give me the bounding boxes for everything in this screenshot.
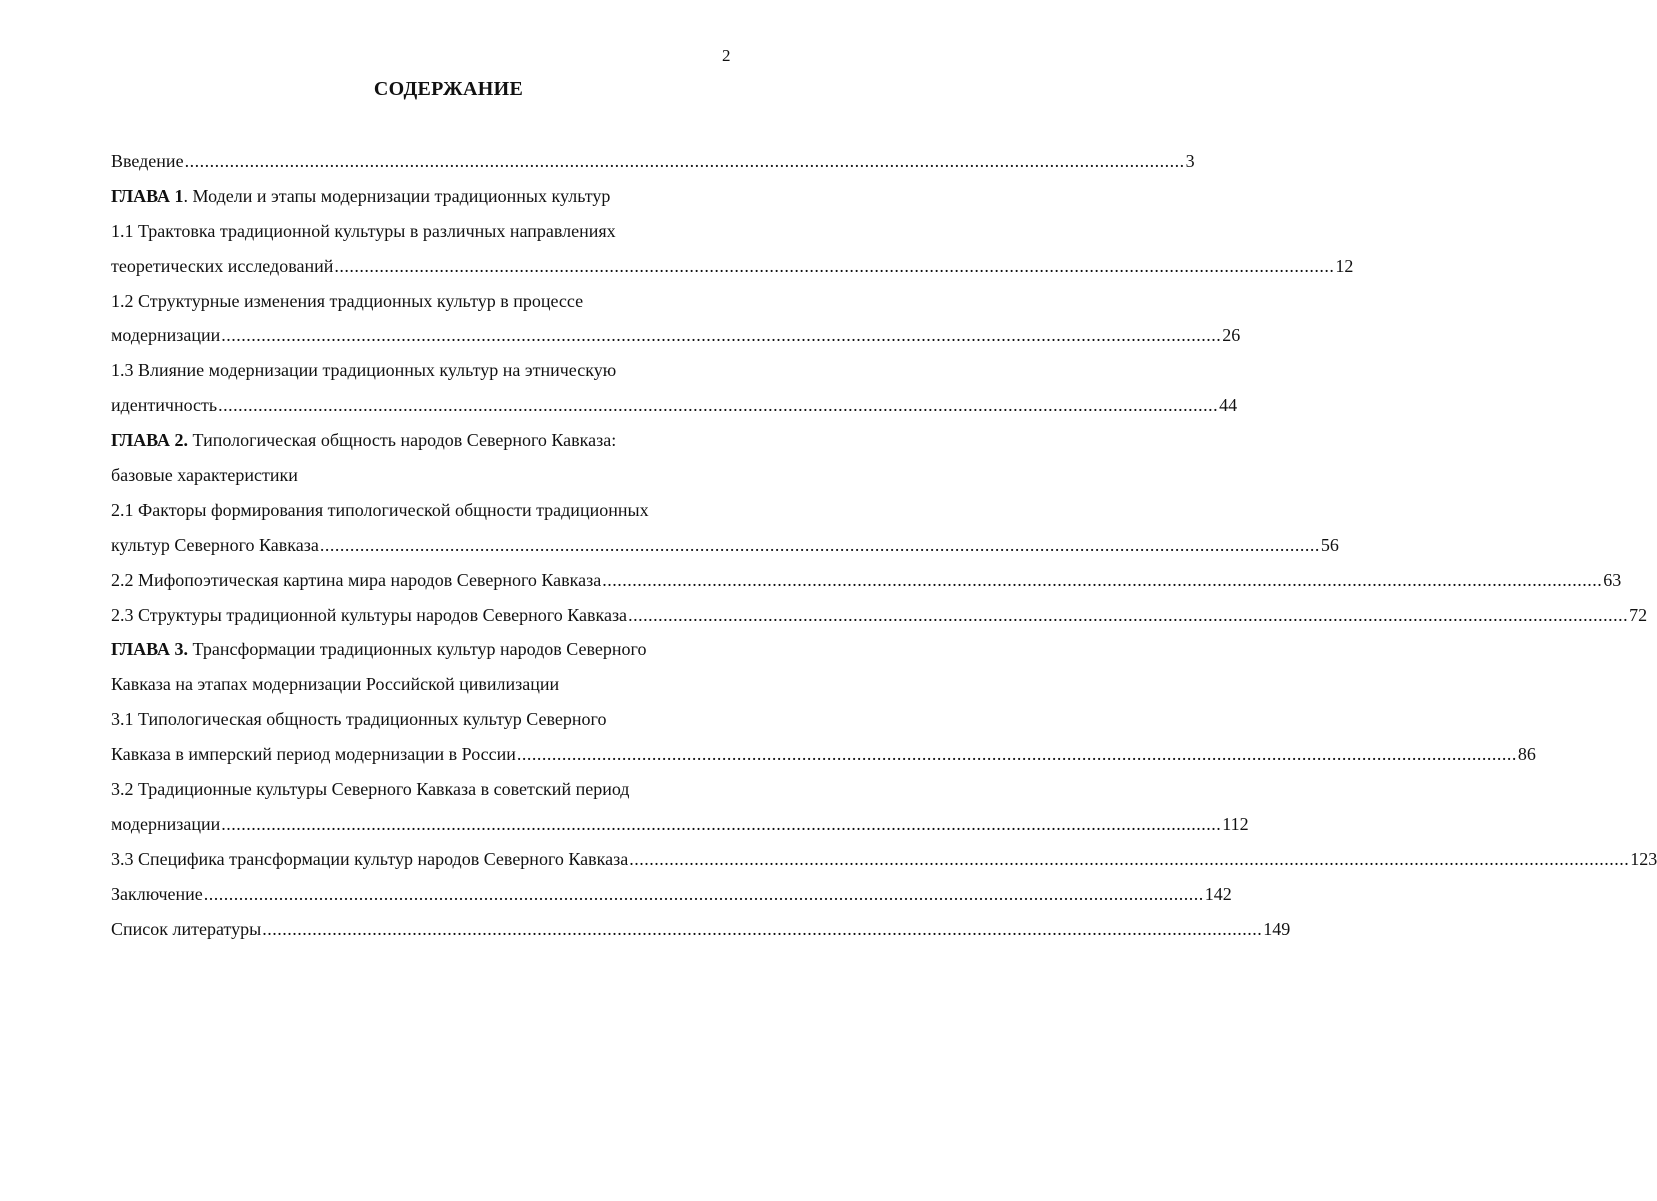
toc-section-1-3-line1: 1.3 Влияние модернизации традиционных культур на этническую bbox=[111, 360, 617, 381]
toc-page-number: 112 bbox=[1222, 813, 1249, 834]
toc-page-number: 44 bbox=[1219, 395, 1238, 416]
toc-section-3-1-line1: 3.1 Типологическая общность традиционных культур Северного bbox=[111, 709, 607, 730]
toc-section-3-2-line1: 3.2 Традиционные культуры Северного Кавказа в советский период bbox=[111, 779, 630, 800]
toc-entry-text: 3.3 Специфика трансформации культур народов Северного Кавказа bbox=[111, 848, 629, 869]
leader-dots: ........................................................................................................................................................................................................ bbox=[218, 395, 1219, 416]
toc-page-number: 56 bbox=[1320, 534, 1339, 555]
toc-page-number: 123 bbox=[1630, 848, 1657, 869]
toc-page-number: 142 bbox=[1204, 883, 1232, 904]
toc-section-2-3 bbox=[111, 603, 1648, 638]
toc-entry-text: культур Северного Кавказа bbox=[111, 534, 319, 555]
leader-dots: ........................................................................................................................................................................................................ bbox=[221, 813, 1222, 834]
chapter-title: . Модели и этапы модернизации традиционных культур bbox=[183, 185, 611, 206]
toc-entry-text: модернизации bbox=[111, 813, 221, 834]
toc-section-1-1-line1: 1.1 Трактовка традиционной культуры в различных направлениях bbox=[111, 220, 616, 241]
leader-dots: ........................................................................................................................................................................................................ bbox=[203, 883, 1204, 904]
leader-dots: ........................................................................................................................................................................................................ bbox=[319, 534, 1320, 555]
toc-section-1-1-line2 bbox=[111, 254, 1354, 289]
toc-entry-text: Список литературы bbox=[111, 918, 262, 939]
leader-dots: ........................................................................................................................................................................................................ bbox=[334, 255, 1335, 276]
toc-section-1-2-line2 bbox=[111, 323, 1241, 358]
chapter-label: ГЛАВА 2. bbox=[111, 430, 189, 451]
leader-dots: ........................................................................................................................................................................................................ bbox=[221, 325, 1222, 346]
toc-entry-introduction bbox=[111, 149, 1195, 184]
toc-chapter-3-heading-line2: Кавказа на этапах модернизации Российской цивилизации bbox=[111, 674, 560, 695]
toc-chapter-3-heading bbox=[111, 637, 741, 672]
chapter-label: ГЛАВА 3. bbox=[111, 639, 189, 660]
leader-dots: ........................................................................................................................................................................................................ bbox=[628, 604, 1629, 625]
toc-page-number: 63 bbox=[1603, 569, 1622, 590]
leader-dots: ........................................................................................................................................................................................................ bbox=[602, 569, 1603, 590]
toc-entry-conclusion bbox=[111, 882, 1232, 917]
toc-entry-text: Заключение bbox=[111, 883, 203, 904]
toc-section-3-3 bbox=[111, 847, 1657, 882]
toc-entry-text: Введение bbox=[111, 151, 184, 171]
toc-entry-text: 2.3 Структуры традиционной культуры народов Северного Кавказа bbox=[111, 604, 628, 625]
chapter-title: Трансформации традиционных культур народов Северного bbox=[188, 639, 647, 660]
table-of-contents bbox=[111, 149, 1657, 951]
toc-section-3-1-line2 bbox=[111, 742, 1536, 777]
toc-entry-bibliography bbox=[111, 917, 1291, 952]
chapter-title: Типологическая общность народов Северного Кавказа: bbox=[188, 430, 617, 451]
toc-chapter-2-heading bbox=[111, 428, 741, 463]
leader-dots: ........................................................................................................................................................................................................ bbox=[262, 918, 1263, 939]
toc-entry-text: Кавказа в имперский период модернизации в России bbox=[111, 744, 516, 765]
toc-chapter-2-heading-line2: базовые характеристики bbox=[111, 465, 298, 486]
leader-dots: ........................................................................................................................................................................................................ bbox=[629, 848, 1630, 869]
toc-entry-text: модернизации bbox=[111, 325, 221, 346]
toc-page-number: 26 bbox=[1222, 325, 1241, 346]
toc-section-2-1-line1: 2.1 Факторы формирования типологической общности традиционных bbox=[111, 499, 649, 520]
toc-section-2-2 bbox=[111, 568, 1622, 603]
toc-chapter-1-heading bbox=[111, 184, 741, 219]
toc-entry-text: 2.2 Мифопоэтическая картина мира народов Северного Кавказа bbox=[111, 569, 602, 590]
page-number: 2 bbox=[722, 46, 731, 65]
toc-page-number: 149 bbox=[1263, 918, 1291, 939]
toc-page-number: 3 bbox=[1185, 151, 1195, 171]
leader-dots: ........................................................................................................................................................................................................ bbox=[516, 744, 1517, 765]
toc-page-number: 12 bbox=[1335, 255, 1354, 276]
page-title: СОДЕРЖАНИЕ bbox=[373, 78, 524, 100]
toc-entry-text: идентичность bbox=[111, 395, 218, 416]
chapter-label: ГЛАВА 1 bbox=[111, 185, 184, 206]
toc-section-1-2-line1: 1.2 Структурные изменения традционных культур в процессе bbox=[111, 290, 584, 311]
toc-page-number: 86 bbox=[1517, 744, 1536, 765]
toc-section-1-3-line2 bbox=[111, 393, 1238, 428]
toc-section-3-2-line2 bbox=[111, 812, 1249, 847]
toc-section-2-1-line2 bbox=[111, 533, 1339, 568]
leader-dots: ........................................................................................................................................................................................................ bbox=[184, 151, 1185, 171]
toc-page-number: 72 bbox=[1629, 604, 1648, 625]
toc-entry-text: теоретических исследований bbox=[111, 255, 334, 276]
